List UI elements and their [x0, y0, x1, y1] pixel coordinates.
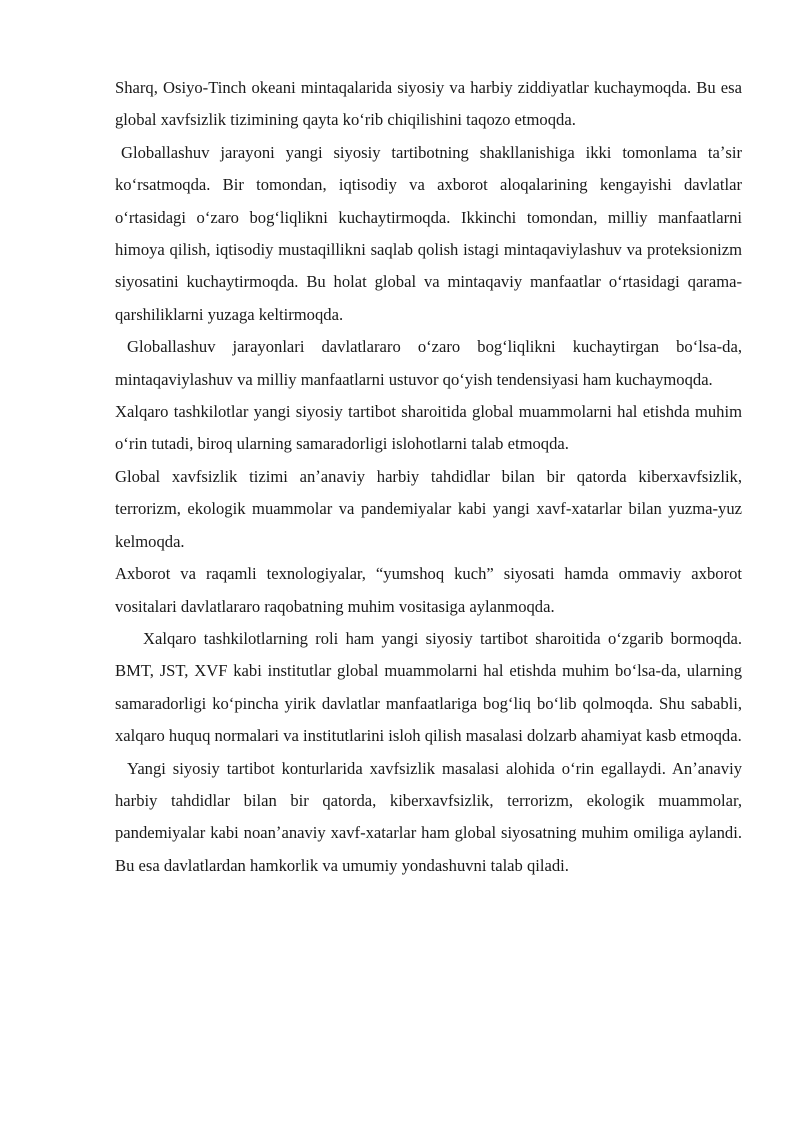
paragraph-7: Xalqaro tashkilotlarning roli ham yangi siyosiy tartibot sharoitida oʻzgarib bormoqda. BMT, JST, XVF kabi institutlar global muammolarni hal etishda muhim boʻlsa-da, ularning samaradorligi koʻpincha yirik davlatlar manfaatlariga bogʻliq boʻlib qolmoqda. Shu sababli, xalqaro huquq normalari va institutlarini isloh qilish masalasi dolzarb ahamiyat kasb etmoqda.: [115, 628, 742, 746]
paragraph-2: Globallashuv jarayoni yangi siyosiy tartibotning shakllanishiga ikki tomonlama taʼsir koʻrsatmoqda. Bir tomondan, iqtisodiy va axborot aloqalarining kengayishi davlatlar oʻrtasidagi oʻzaro bogʻliqlikni kuchaytirmoqda. Ikkinchi tomondan, milliy manfaatlarni himoya qilish, iqtisodiy mustaqillikni saqlab qolish istagi mintaqaviylashuv va proteksionizm siyosatini kuchaytirmoqda. Bu holat global va mintaqaviy manfaatlar oʻrtasidagi qarama-qarshiliklarni yuzaga keltirmoqda.: [115, 142, 742, 324]
paragraph-1: Sharq, Osiyo-Tinch okeani mintaqalarida siyosiy va harbiy ziddiyatlar kuchaymoqda. Bu esa global xavfsizlik tizimining qayta koʻrib chiqilishini taqozo etmoqda.: [115, 78, 742, 130]
paragraph-6: Axborot va raqamli texnologiyalar, “yumshoq kuch” siyosati hamda ommaviy axborot vositalari davlatlararo raqobatning muhim vositasiga aylanmoqda.: [115, 564, 742, 616]
paragraph-5: Global xavfsizlik tizimi anʼanaviy harbiy tahdidlar bilan bir qatorda kiberxavfsizlik, terrorizm, ekologik muammolar va pandemiyalar kabi yangi xavf-xatarlar bilan yuzma-yuz kelmoqda.: [115, 466, 742, 551]
paragraph-3: Globallashuv jarayonlari davlatlararo oʻzaro bogʻliqlikni kuchaytirgan boʻlsa-da, mintaqaviylashuv va milliy manfaatlarni ustuvor qoʻyish tendensiyasi ham kuchaymoqda.: [115, 337, 742, 389]
paragraph-8: Yangi siyosiy tartibot konturlarida xavfsizlik masalasi alohida oʻrin egallaydi. Anʼanaviy harbiy tahdidlar bilan bir qatorda, kiberxavfsizlik, terrorizm, ekologik muammolar, pandemiyalar kabi noanʼanaviy xavf-xatarlar ham global siyosatning muhim omiliga aylandi. Bu esa davlatlardan hamkorlik va umumiy yondashuvni talab qiladi.: [115, 758, 742, 875]
paragraph-4: Xalqaro tashkilotlar yangi siyosiy tartibot sharoitida global muammolarni hal etishda muhim oʻrin tutadi, biroq ularning samaradorligi islohotlarni talab etmoqda.: [115, 402, 742, 454]
document-page: [115, 72, 742, 882]
